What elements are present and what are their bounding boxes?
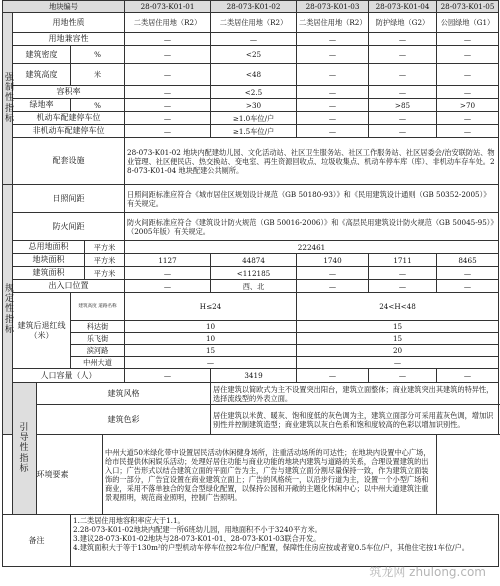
table-cell: — (369, 125, 437, 138)
table-cell: ≥1.0车位/户 (211, 112, 297, 125)
table-cell: 10 (125, 321, 297, 333)
table-cell: — (125, 369, 211, 383)
text-cell: 中州大道50米绿化带中设置居民活动休闲健身场所，注重活动场所的可达性；在地块内设置中心广场，给市民提供休闲娱乐活动；处理好居住功能与商业功能的地块内建筑与道路的关系，合理设置建筑的出入口；广告形式以结合建筑立面的平面广告为主，广告与建筑立面分割尽量保持一致，作为建筑立面装饰的一部分，广告宜设置在商业建筑立面上；广告的风格统一，以沿步行道为主，设置一个小型广场和商业，采用不落单独合的复合型绿化配置，以保持公园和开敞的主题化休闲中心；以中州大道建筑注重景观照明，规范商业照明，控制广告照明。 (103, 435, 437, 515)
row-label: 容积率 (13, 86, 125, 99)
green-row (3, 99, 499, 112)
note-item: 4.建筑面积大于等于130m²的户型机动车停车位按2车位/户配置，保障性住房应按或者宽0.5车位/户，其他住宅按1车位/户。 (73, 543, 469, 552)
unit-label: % (71, 99, 125, 112)
table-cell: — (437, 280, 499, 293)
setback-road-row (3, 321, 499, 333)
entrance-row (3, 280, 499, 293)
table-cell: — (125, 112, 211, 125)
row-label: 出入口位置 (13, 280, 125, 293)
setback-label: 建筑后退红线（米） (13, 293, 71, 369)
table-cell: <2.5 (211, 86, 297, 99)
note-item: 3.建议28-073-K01-02地块与28-073-K01-01、28-073-K01-03联合开发。 (73, 534, 321, 543)
environment-row (3, 435, 499, 515)
text-cell: 28-073-K01-02 地块内配建幼儿园、文化活动站、社区卫生服务站、社区工作服务站、社区居委会/治安联防站、物业管理、社区便民店、热交换站、变电室、再生资源回收点、垃圾收集点、机动车停车库（库）、非机动车存车处。28-073-K01-04 地块配建公共厕所。 (125, 138, 499, 185)
table-cell: <112185 (211, 267, 297, 280)
table-cell: — (125, 267, 211, 280)
table-cell: — (125, 33, 211, 46)
note-item: 2.28-073-K01-02地块内配建一所6班幼儿园，用地面积不小于3240平方米。 (73, 525, 322, 534)
height-row (3, 64, 499, 86)
bike-parking-row (3, 125, 499, 138)
far-row (3, 86, 499, 99)
compat-row (3, 33, 499, 46)
table-cell: — (297, 125, 369, 138)
table-cell: — (369, 112, 437, 125)
table-cell: 防护绿地（G2） (369, 13, 437, 33)
plot-area-row (3, 254, 499, 267)
text-cell: 防火间距标准应符合《建筑设计防火规范（GB 50016-2006）》和《高层民用建筑设计防火规范（GB 50045-95）》（2005年版）有关规定。 (125, 213, 499, 241)
table-cell: — (125, 86, 211, 99)
row-label: 防火间距 (13, 213, 125, 241)
notes-cell (71, 515, 499, 567)
table-cell: — (437, 369, 499, 383)
table-cell: — (125, 64, 211, 86)
table-cell: 1127 (125, 254, 211, 267)
table-cell: — (437, 125, 499, 138)
table-cell: 44874 (211, 254, 297, 267)
table-cell: — (211, 33, 297, 46)
table-cell: — (125, 357, 297, 369)
road-name: 乐飞街 (71, 333, 125, 345)
table-cell: 15 (297, 321, 499, 333)
table-cell: 二类居住用地（R2） (297, 13, 369, 33)
car-parking-row (3, 112, 499, 125)
table-cell: 3419 (211, 369, 297, 383)
row-label: 非机动车配建停车位 (13, 125, 125, 138)
row-label: 日照间距 (13, 185, 125, 213)
note-item: 1.二类居住用地容积率应大于1.1。 (73, 516, 185, 525)
table-cell: — (297, 357, 499, 369)
table-cell: — (125, 125, 211, 138)
side-label-guidance: 引导性指标 (13, 383, 37, 515)
row-label: 总用地面积 (13, 241, 85, 254)
table-cell: — (297, 46, 369, 64)
table-cell: — (369, 64, 437, 86)
table-cell: — (125, 46, 211, 64)
table-cell: — (297, 369, 369, 383)
table-cell: 1740 (297, 254, 369, 267)
table-cell: 西、北 (211, 280, 297, 293)
text-cell: 居住建筑以米黄、暖灰、饱和度低的灰色调为主，建筑立面部分可采用蓝灰色调，增加识别性并控制建筑造型；商业建筑以灰白色系和饱和度较高的色彩以增加识别性。 (211, 405, 499, 435)
unit-label: 平方米 (85, 241, 125, 254)
table-cell: 二类居住用地（R2） (211, 13, 297, 33)
row-label: 绿地率 (13, 99, 71, 112)
table-cell: — (297, 99, 369, 112)
header-row (3, 1, 499, 13)
facilities-row (3, 138, 499, 185)
table-cell: — (437, 64, 499, 86)
unit-label: 平方米 (85, 254, 125, 267)
plot-code: 28-073-K01-03 (297, 1, 369, 13)
sunlight-row (3, 185, 499, 213)
side-label-regulatory: 规定性指标 (3, 185, 13, 435)
setback-road-row (3, 345, 499, 357)
table-cell: >70 (437, 99, 499, 112)
table-cell: — (369, 267, 437, 280)
setback-road-row (3, 357, 499, 369)
table-cell: — (369, 33, 437, 46)
plot-code: 28-073-K01-05 (437, 1, 499, 13)
table-cell: >85 (369, 99, 437, 112)
table-cell: >30 (211, 99, 297, 112)
setback-inner-header: 建筑高度 道路名称 (71, 293, 125, 321)
table-cell: — (297, 64, 369, 86)
row-label: 备注 (3, 515, 71, 567)
table-cell: — (369, 86, 437, 99)
setback-road-row (3, 333, 499, 345)
row-label: 机动车配建停车位 (13, 112, 125, 125)
table-cell: 15 (297, 333, 499, 345)
table-cell: — (125, 99, 211, 112)
row-label: 建筑密度 (13, 46, 71, 64)
table-cell: — (437, 267, 499, 280)
row-label: 地块面积 (13, 254, 85, 267)
table-cell: 8465 (437, 254, 499, 267)
watermark: 筑龙网 zhulong.com (369, 565, 486, 579)
table-cell: <25 (211, 46, 297, 64)
color-row (3, 405, 499, 435)
table-cell: <48 (211, 64, 297, 86)
table-cell: — (125, 280, 211, 293)
row-label: 用地兼容性 (13, 33, 125, 46)
table-cell: — (369, 369, 437, 383)
row-label: 配套设施 (13, 138, 125, 185)
table-cell: — (369, 46, 437, 64)
side-label-mandatory: 强制性指标 (3, 13, 13, 185)
height-class-right: 24<H<48 (297, 293, 499, 321)
table-cell: — (437, 112, 499, 125)
table-cell: — (297, 86, 369, 99)
table-cell: — (297, 280, 369, 293)
table-cell: — (437, 86, 499, 99)
table-cell: 公园绿地（G1） (437, 13, 499, 33)
unit-label: % (71, 46, 125, 64)
fire-row (3, 213, 499, 241)
unit-label: 米 (71, 64, 125, 86)
table-cell: — (297, 33, 369, 46)
road-name: 滨河路 (71, 345, 125, 357)
table-cell: 1711 (369, 254, 437, 267)
row-label: 建筑色彩 (37, 405, 211, 435)
table-cell: 222461 (125, 241, 499, 254)
height-class-left: H≤24 (125, 293, 297, 321)
row-label: 建筑风格 (37, 383, 211, 405)
table-cell: 15 (125, 345, 297, 357)
table-cell: ≥1.5车位/户 (211, 125, 297, 138)
setback-height-row (3, 293, 499, 321)
table-cell: 二类居住用地（R2） (125, 13, 211, 33)
land-nature-row (3, 13, 499, 33)
row-label: 用地性质 (13, 13, 125, 33)
road-name: 科达街 (71, 321, 125, 333)
row-label: 环境要素 (3, 435, 103, 515)
land-control-table (2, 0, 499, 567)
notes-row (3, 515, 499, 567)
population-row (3, 369, 499, 383)
plot-code: 28-073-K01-02 (211, 1, 297, 13)
unit-label: 平方米 (85, 267, 125, 280)
table-cell: — (297, 112, 369, 125)
road-name: 中州大道 (71, 357, 125, 369)
table-cell: — (369, 280, 437, 293)
plot-code: 28-073-K01-04 (369, 1, 437, 13)
text-cell: 日照间距标准应符合《城市居住区规划设计规范（GB 50180-93）》和《民用建筑设计通则（GB 50352-2005）》有关规定。 (125, 185, 499, 213)
header-label: 地块编号 (3, 1, 125, 13)
table-cell: — (437, 33, 499, 46)
text-cell: 居住建筑以简欧式为主不设置突出阳台，建筑立面整体；商业建筑突出其建筑的特异性，选择流线型的外表立面。 (211, 383, 499, 405)
style-row (3, 383, 499, 405)
total-area-row (3, 241, 499, 254)
building-area-row (3, 267, 499, 280)
row-label: 人口容量（人） (13, 369, 125, 383)
row-label: 建筑高度 (13, 64, 71, 86)
plot-code: 28-073-K01-01 (125, 1, 211, 13)
table-cell: 20 (297, 345, 499, 357)
table-cell: — (437, 46, 499, 64)
table-cell: 10 (125, 333, 297, 345)
density-row (3, 46, 499, 64)
table-cell: — (297, 267, 369, 280)
row-label: 建筑面积 (13, 267, 85, 280)
